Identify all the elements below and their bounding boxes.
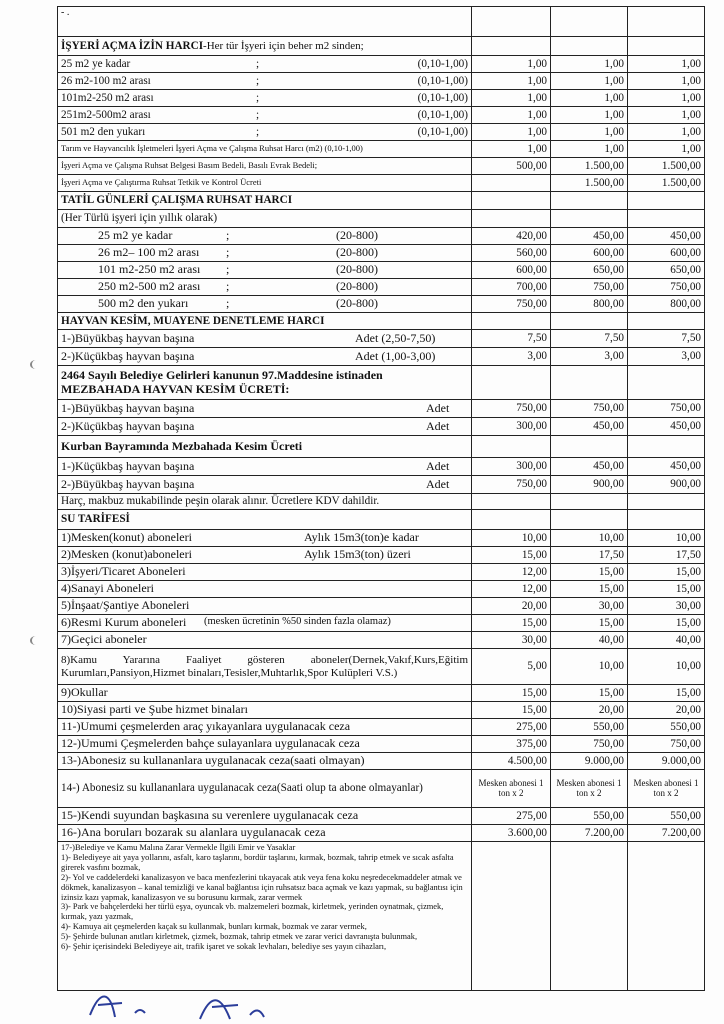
- row-value: Mesken abonesi 1 ton x 2: [472, 770, 551, 808]
- row-label-cell: [58, 649, 472, 685]
- section-subtitle: (Her Türlü işyeri için yıllık olarak): [58, 210, 472, 228]
- table-row: [58, 685, 705, 702]
- row-value: 550,00: [551, 719, 628, 736]
- row-range: (20-800): [336, 279, 378, 294]
- row-value: 15,00: [551, 685, 628, 702]
- row-value: 20,00: [472, 598, 551, 615]
- row-label-cell: [58, 598, 472, 615]
- row-value: 1,00: [551, 73, 628, 90]
- row-label-cell: [58, 73, 472, 90]
- row-range: (0,10-1,00): [417, 91, 468, 104]
- row-value: 650,00: [551, 262, 628, 279]
- row-value: 750,00: [551, 279, 628, 296]
- row-value: 1,00: [628, 56, 705, 73]
- row-value: 4.500,00: [472, 753, 551, 770]
- row-value: 12,00: [472, 581, 551, 598]
- binder-hole-mark: [30, 360, 41, 369]
- row-value: 1.500,00: [628, 158, 705, 175]
- row-label: 2-)Büyükbaş hayvan başına: [61, 476, 195, 491]
- row-label: 1)Mesken(konut) aboneleri: [61, 530, 192, 545]
- note-line: 3)- Park ve bahçelerdeki her türlü eşya, oyuncak vb. malzemeleri bozmak, kirletmek, yerinden oynatmak, çizmek, kırmak, yazı yazmak,: [61, 902, 444, 922]
- table-row: [58, 158, 705, 175]
- row-value: 7.200,00: [551, 825, 628, 842]
- row-value: 600,00: [551, 245, 628, 262]
- table-row: [58, 719, 705, 736]
- signature: [80, 985, 310, 1024]
- table-row: [58, 632, 705, 649]
- row-label-cell: [58, 685, 472, 702]
- row-label-cell: [58, 564, 472, 581]
- table-row: [58, 296, 705, 313]
- table-row: [58, 458, 705, 476]
- note-line: 4)- Kamuya ait çeşmelerden kaçak su kullanmak, bunları kırmak, bozmak ve zarar vermek,: [61, 922, 367, 932]
- row-value: 1,00: [551, 141, 628, 158]
- row-value: 450,00: [628, 458, 705, 476]
- row-value: 12,00: [472, 564, 551, 581]
- section-title: Kurban Bayramında Mezbahada Kesim Ücreti: [58, 436, 472, 458]
- row-value: 15,00: [551, 564, 628, 581]
- row-value: 750,00: [551, 400, 628, 418]
- row-value: 7.200,00: [628, 825, 705, 842]
- row-separator: ;: [256, 108, 260, 121]
- table-row: [58, 736, 705, 753]
- row-label: 501 m2 den yukarı: [61, 125, 146, 138]
- row-value: 450,00: [628, 418, 705, 436]
- section-title: TATİL GÜNLERİ ÇALIŞMA RUHSAT HARCI: [58, 192, 472, 210]
- table-row: [58, 228, 705, 245]
- row-value: 1.500,00: [551, 175, 628, 192]
- row-value: 600,00: [628, 245, 705, 262]
- tariff-table: [57, 6, 705, 991]
- row-value: 1,00: [551, 90, 628, 107]
- row-separator: ;: [256, 57, 260, 70]
- row-value: 275,00: [472, 808, 551, 825]
- row-value: 1,00: [472, 141, 551, 158]
- row-value: 3.600,00: [472, 825, 551, 842]
- note-row: [58, 494, 705, 510]
- row-label-cell: [58, 581, 472, 598]
- row-value: 10,00: [472, 530, 551, 547]
- row-value: 3,00: [628, 348, 705, 366]
- section-header-row: [58, 366, 705, 400]
- row-unit: Adet (1,00-3,00): [355, 348, 436, 363]
- row-value: 1,00: [551, 56, 628, 73]
- row-label-cell: [58, 90, 472, 107]
- row-label: 7)Geçici aboneler: [61, 632, 147, 647]
- row-value: 700,00: [472, 279, 551, 296]
- row-label: 15-)Kendi suyundan başkasına su verenlere uygulanacak ceza: [58, 808, 472, 825]
- row-value: 1,00: [628, 141, 705, 158]
- row-value: 7,50: [628, 330, 705, 348]
- row-value: 800,00: [628, 296, 705, 313]
- row-value: 800,00: [551, 296, 628, 313]
- row-value: 550,00: [551, 808, 628, 825]
- note-line: 17-)Belediye ve Kamu Malına Zarar Vermekle İlgili Emir ve Yasaklar: [61, 843, 296, 852]
- row-label-cell: [58, 296, 472, 313]
- row-unit: Adet: [426, 418, 450, 433]
- table-row: [58, 90, 705, 107]
- row-range: (20-800): [336, 296, 378, 311]
- table-row: [58, 107, 705, 124]
- row-label-cell: [58, 262, 472, 279]
- table-row: [58, 418, 705, 436]
- table-row: [58, 330, 705, 348]
- row-label: İşyeri Açma ve Çalıştırma Ruhsat Tetkik ve Kontrol Ücreti: [58, 175, 472, 192]
- row-value: 15,00: [472, 685, 551, 702]
- table-row: [58, 598, 705, 615]
- row-label: 26 m2– 100 m2 arası: [98, 245, 200, 260]
- row-label-cell: [58, 330, 472, 348]
- row-separator: ;: [226, 228, 230, 243]
- row-label: İşyeri Açma ve Çalışma Ruhsat Belgesi Basım Bedeli, Basılı Evrak Bedeli;: [58, 158, 472, 175]
- row-label-cell: [58, 476, 472, 494]
- table-row: [58, 262, 705, 279]
- row-value: [472, 175, 551, 192]
- row-label-cell: [58, 753, 472, 770]
- note-text: Harç, makbuz mukabilinde peşin olarak alınır. Ücretlere KDV dahildir.: [58, 494, 472, 510]
- table-row: [58, 141, 705, 158]
- row-value: 17,50: [551, 547, 628, 564]
- row-value: 7,50: [551, 330, 628, 348]
- row-label-cell: [58, 107, 472, 124]
- binder-hole-mark: [30, 636, 41, 645]
- row-value: 375,00: [472, 736, 551, 753]
- row-label-cell: [58, 702, 472, 719]
- row-value: Mesken abonesi 1 ton x 2: [628, 770, 705, 808]
- row-note: Aylık 15m3(ton)e kadar: [304, 530, 419, 545]
- row-unit: Adet: [426, 458, 450, 473]
- row-value: 750,00: [628, 400, 705, 418]
- row-label: 10)Siyasi parti ve Şube hizmet binaları: [61, 702, 248, 717]
- su-after-rows: [58, 808, 705, 842]
- row-value: 15,00: [628, 581, 705, 598]
- table-row: [58, 73, 705, 90]
- row-value: 15,00: [628, 685, 705, 702]
- tatil-rows: [58, 228, 705, 313]
- table-row: [58, 400, 705, 418]
- section-header-row: [58, 37, 705, 56]
- section-subtitle-row: [58, 210, 705, 228]
- row-label: 2-)Küçükbaş hayvan başına: [61, 348, 195, 363]
- table-row: [58, 564, 705, 581]
- su-rows: [58, 530, 705, 770]
- row-label-cell: [58, 458, 472, 476]
- row-label: 16-)Ana boruları bozarak su alanlara uygulanacak ceza: [58, 825, 472, 842]
- row-range: (0,10-1,00): [417, 57, 468, 70]
- table-row: [58, 530, 705, 547]
- row-label: 25 m2 ye kadar: [98, 228, 173, 243]
- row-label: 250 m2-500 m2 arası: [98, 279, 201, 294]
- row-value: 7,50: [472, 330, 551, 348]
- row-value: 3,00: [551, 348, 628, 366]
- top-mark: - .: [58, 7, 472, 37]
- row-value: 750,00: [472, 476, 551, 494]
- table-row: [58, 245, 705, 262]
- isyeri-rows: [58, 56, 705, 141]
- row-label: 14-) Abonesiz su kullananlara uygulanacak ceza(Saati olup ta abone olmayanlar): [58, 770, 472, 808]
- row-value: 750,00: [628, 279, 705, 296]
- row-label: 13-)Abonesiz su kullananlara uygulanacak ceza(saati olmayan): [61, 753, 365, 768]
- row-value: 10,00: [628, 530, 705, 547]
- row-value: 30,00: [472, 632, 551, 649]
- regulations-notes: [58, 842, 472, 991]
- row-value: 20,00: [628, 702, 705, 719]
- row-label-cell: [58, 530, 472, 547]
- table-row: [58, 753, 705, 770]
- row-value: 40,00: [551, 632, 628, 649]
- row-value: 600,00: [472, 262, 551, 279]
- row-value: 900,00: [551, 476, 628, 494]
- row-label-cell: [58, 245, 472, 262]
- row-value: 1.500,00: [628, 175, 705, 192]
- note-line: 6)- Şehir içerisindeki Belediyeye ait, trafik işaret ve sokak levhaları, belediye ses yayın cihazları,: [61, 942, 387, 952]
- row-label: 251m2-500m2 arası: [61, 108, 151, 121]
- row-range: (0,10-1,00): [417, 108, 468, 121]
- row-label-cell: [58, 124, 472, 141]
- row-value: 1,00: [628, 107, 705, 124]
- row-label: 11-)Umumi çeşmelerden araç yıkayanlara uygulanacak ceza: [61, 719, 351, 734]
- row-value: 550,00: [628, 808, 705, 825]
- row-label-cell: [58, 547, 472, 564]
- row-label: 101m2-250 m2 arası: [61, 91, 154, 104]
- table-row: [58, 547, 705, 564]
- row-value: 30,00: [628, 598, 705, 615]
- row-value: 9.000,00: [628, 753, 705, 770]
- row-range: (20-800): [336, 245, 378, 260]
- row-label: 1-)Küçükbaş hayvan başına: [61, 458, 195, 473]
- row-value: 1,00: [472, 56, 551, 73]
- table-row: [58, 476, 705, 494]
- row-value: 40,00: [628, 632, 705, 649]
- section-header-row: [58, 510, 705, 530]
- table-row: [58, 649, 705, 685]
- row-label: 8)Kamu Yararına Faaliyet gösteren aboneler(Dernek,Vakıf,Kurs,Eğitim Kurumları,Pansiyon,Hizmet binaları,Tesisler,Muhtarlık,Spor Kulüpleri V.S.): [61, 654, 468, 679]
- row-value: 15,00: [551, 615, 628, 632]
- kurban-rows: [58, 458, 705, 494]
- row-label: 12-)Umumi Çeşmelerden bahçe sulayanlara uygulanacak ceza: [61, 736, 360, 751]
- row-label: Tarım ve Hayvancılık İşletmeleri İşyeri Açma ve Çalışma Ruhsat Harcı (m2) (0,10-1,00): [58, 141, 472, 158]
- row-label: 25 m2 ye kadar: [61, 57, 131, 70]
- row-separator: ;: [226, 245, 230, 260]
- table-row: [58, 124, 705, 141]
- hayvan-rows: [58, 330, 705, 366]
- row-value: 30,00: [551, 598, 628, 615]
- row-note: (mesken ücretinin %50 sinden fazla olamaz): [204, 616, 391, 628]
- section-title: 2464 Sayılı Belediye Gelirleri kanunun 97.Maddesine istinaden MEZBAHADA HAYVAN KESİM ÜCRETİ:: [58, 366, 472, 400]
- row-range: (20-800): [336, 228, 378, 243]
- note-line: 2)- Yol ve caddelerdeki kanalizasyon ve baca menfezlerini tıkayacak atık veya fena koku neşredecekmaddeler atmak ve dökmek, kanalizasyon – kanal temizliği ve kanal bağlantısı için ruhsatsız baca açmak ve kazı yapmak, su bağlantısı için izinsiz kazı yapmak, kanalizasyon ve su borusunu kırmak, zarar vermek: [61, 872, 463, 902]
- row-value: 1,00: [472, 90, 551, 107]
- section-title: HAYVAN KESİM, MUAYENE DENETLEME HARCI: [58, 313, 472, 330]
- row-value: 9.000,00: [551, 753, 628, 770]
- row-value: 275,00: [472, 719, 551, 736]
- row-value: 750,00: [472, 296, 551, 313]
- table-row: [58, 770, 705, 808]
- row-value: 1,00: [551, 107, 628, 124]
- row-value: 1,00: [472, 73, 551, 90]
- notes-row: [58, 842, 705, 991]
- row-unit: Adet: [426, 476, 450, 491]
- row-value: 3,00: [472, 348, 551, 366]
- row-label: 26 m2-100 m2 arası: [61, 74, 151, 87]
- row-label-cell: [58, 348, 472, 366]
- row-value: 450,00: [628, 228, 705, 245]
- row-value: 5,00: [472, 649, 551, 685]
- row-label-cell: [58, 279, 472, 296]
- row-value: 420,00: [472, 228, 551, 245]
- row-separator: ;: [226, 296, 230, 311]
- mezbaha-rows: [58, 400, 705, 436]
- row-value: 17,50: [628, 547, 705, 564]
- row-note: Aylık 15m3(ton) üzeri: [304, 547, 411, 562]
- row-range: (0,10-1,00): [417, 74, 468, 87]
- row-separator: ;: [226, 262, 230, 277]
- row-label: 1-)Büyükbaş hayvan başına: [61, 330, 195, 345]
- row-value: 1,00: [472, 124, 551, 141]
- row-value: 560,00: [472, 245, 551, 262]
- row-value: 15,00: [628, 564, 705, 581]
- section-header-row: [58, 192, 705, 210]
- row-label: 2-)Küçükbaş hayvan başına: [61, 418, 195, 433]
- row-value: 500,00: [472, 158, 551, 175]
- row-value: 10,00: [551, 649, 628, 685]
- row-range: (0,10-1,00): [417, 125, 468, 138]
- table-row: [58, 348, 705, 366]
- row-separator: ;: [226, 279, 230, 294]
- row-value: 1,00: [628, 124, 705, 141]
- row-label: 1-)Büyükbaş hayvan başına: [61, 400, 195, 415]
- table-row: [58, 279, 705, 296]
- section-title: İŞYERİ AÇMA İZİN HARCI-Her tür İşyeri için beher m2 sinden;: [58, 37, 472, 56]
- row-value: 1,00: [472, 107, 551, 124]
- row-label-cell: [58, 632, 472, 649]
- row-label-cell: [58, 615, 472, 632]
- row-value: 15,00: [472, 547, 551, 564]
- row-label: 2)Mesken (konut)aboneleri: [61, 547, 192, 562]
- row-value: 900,00: [628, 476, 705, 494]
- row-label-cell: [58, 400, 472, 418]
- row-separator: ;: [256, 74, 260, 87]
- row-label-cell: [58, 56, 472, 73]
- row-label: 4)Sanayi Aboneleri: [61, 581, 154, 596]
- note-line: 1)- Belediyeye ait yaya yollarını, asfalt, karo taşlarını, bordür taşlarını, kırmak, bozmak, tahrip etmek ve sıcak asfalta girerek vasfını bozmak,: [61, 852, 454, 872]
- row-value: 300,00: [472, 418, 551, 436]
- row-value: Mesken abonesi 1 ton x 2: [551, 770, 628, 808]
- row-unit: Adet: [426, 400, 450, 415]
- row-unit: Adet (2,50-7,50): [355, 330, 436, 345]
- table-row: [58, 7, 705, 37]
- row-value: 750,00: [551, 736, 628, 753]
- row-value: 450,00: [551, 228, 628, 245]
- row-value: 650,00: [628, 262, 705, 279]
- row-label-cell: [58, 719, 472, 736]
- row-label: 6)Resmi Kurum aboneleri: [61, 615, 187, 630]
- table-row: [58, 808, 705, 825]
- row-value: 1,00: [628, 73, 705, 90]
- note-line: 5)- Şehirde bulunan anıtları kirletmek, çizmek, bozmak, tahrip etmek ve zarar verici davranışta bulunmak,: [61, 932, 418, 942]
- row-value: 10,00: [628, 649, 705, 685]
- row-value: 15,00: [472, 615, 551, 632]
- row-separator: ;: [256, 91, 260, 104]
- row-value: 1,00: [551, 124, 628, 141]
- row-value: 15,00: [472, 702, 551, 719]
- row-label: 3)İşyeri/Ticaret Aboneleri: [61, 564, 186, 579]
- table-row: [58, 702, 705, 719]
- row-value: 15,00: [551, 581, 628, 598]
- row-label: 5)İnşaat/Şantiye Aboneleri: [61, 598, 190, 613]
- section-title: SU TARİFESİ: [58, 510, 472, 530]
- row-range: (20-800): [336, 262, 378, 277]
- row-label: 101 m2-250 m2 arası: [98, 262, 201, 277]
- row-value: 450,00: [551, 458, 628, 476]
- table-row: [58, 56, 705, 73]
- row-label-cell: [58, 736, 472, 753]
- row-separator: ;: [256, 125, 260, 138]
- table-row: [58, 615, 705, 632]
- row-label: 500 m2 den yukarı: [98, 296, 189, 311]
- row-label-cell: [58, 418, 472, 436]
- row-value: 1.500,00: [551, 158, 628, 175]
- row-label: 9)Okullar: [61, 685, 108, 700]
- row-value: 450,00: [551, 418, 628, 436]
- row-value: 15,00: [628, 615, 705, 632]
- row-value: 750,00: [628, 736, 705, 753]
- table-row: [58, 825, 705, 842]
- row-value: 300,00: [472, 458, 551, 476]
- row-value: 750,00: [472, 400, 551, 418]
- table-row: [58, 581, 705, 598]
- row-value: 10,00: [551, 530, 628, 547]
- row-value: 550,00: [628, 719, 705, 736]
- section-header-row: [58, 436, 705, 458]
- row-label-cell: [58, 228, 472, 245]
- row-value: 1,00: [628, 90, 705, 107]
- table-row: [58, 175, 705, 192]
- isyeri-extra-rows: [58, 141, 705, 192]
- section-header-row: [58, 313, 705, 330]
- row-value: 20,00: [551, 702, 628, 719]
